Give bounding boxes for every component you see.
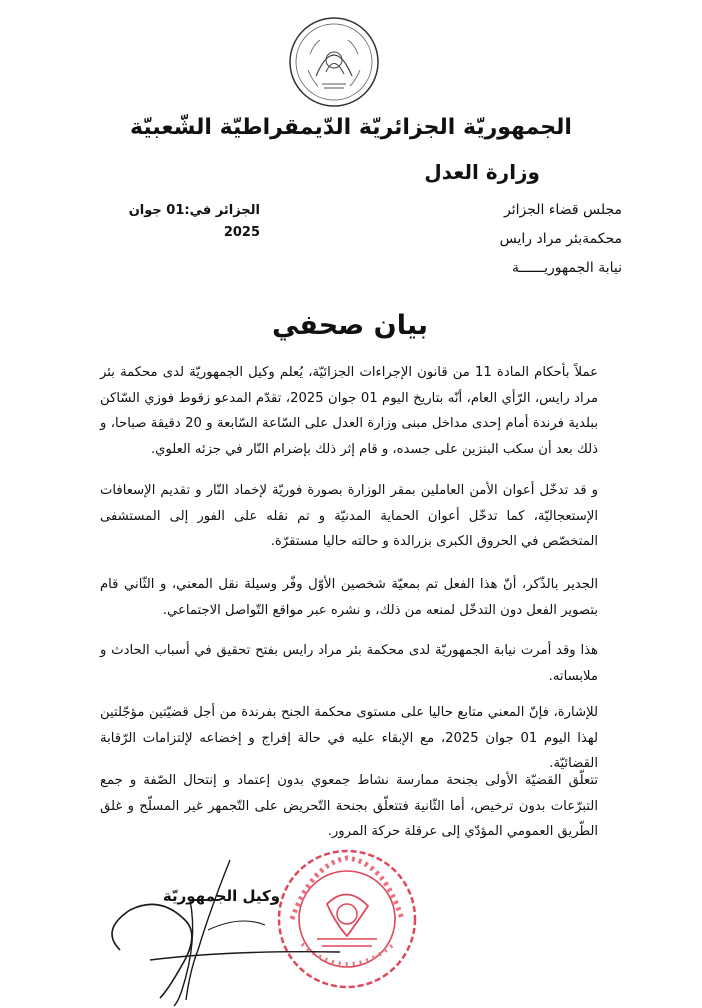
country-name-heading: الجمهوريّة الجزائريّة الدّيمقراطيّة الشّعبيّة (130, 115, 572, 140)
issuing-authority-block (362, 196, 622, 283)
court-line: محكمةبئر مراد رايس (499, 231, 622, 247)
paragraph-1: عملاً بأحكام المادة 11 من قانون الإجراءات الجزائيّة، يُعلم وكيل الجمهوريّة لدى محكمة بئر مراد رايس، الرّأي العام، أنّه بتاريخ اليوم 01 جوان 2025، تقدّم المدعو زقوط فوزي السّاكن ببلدية فرندة أمام إحدى مداخل مبنى وزارة العدل على السّاعة السّابعة و 20 دقيقة صباحا، و ذلك بعد أن سكب البنزين على جسده، و قام إثر ذلك بإضرام النّار في جزئه العلوي. (100, 365, 599, 457)
ministry-heading: وزارة العدل (424, 160, 540, 184)
paragraph-5: للإشارة، فإنّ المعني متابع حاليا على مستوى محكمة الجنح بفرندة من أجل قضيّتين مؤجّلتين لهذا اليوم 01 جوان 2025، مع الإبقاء عليه في حالة إفراج و إخضاعه لإلتزامات الرّقابة القضائيّة. (100, 705, 598, 771)
document-title: بيان صحفي (271, 310, 429, 341)
paragraph-6: تتعلّق القضيّة الأولى بجنحة ممارسة نشاط جمعوي بدون إعتماد و إنتحال الصّفة و جمع التبرّعات بدون ترخيص، أما الثّانية فتتعلّق بجنحة التّحريض على التّجمهر غير المسلّح و غلق الطّريق العمومي المؤدّي إلى عرقلة حركة المرور. (100, 773, 598, 839)
dateline: الجزائر في:01 جوان 2025 (128, 203, 260, 240)
paragraph-4: هذا وقد أمرت نيابة الجمهوريّة لدى محكمة بئر مراد رايس بفتح تحقيق في أسباب الحادث و ملابساته. (100, 643, 598, 684)
signatory-title: وكيل الجمهوريّة (162, 887, 280, 905)
paragraph-3: الجدير بالذّكر، أنّ هذا الفعل تم بمعيّة شخصين الأوّل وفّر وسيلة نقل المعني، و الثّاني قام بتصوير الفعل دون التدخّل لمنعه من ذلك، و نشره عبر مواقع التّواصل الاجتماعي. (100, 577, 598, 618)
handwritten-signature (90, 840, 350, 1008)
paragraph-2: و قد تدخّل أعوان الأمن العاملين بمقر الوزارة بصورة فوريّة لإخماد النّار و تقديم الإسعافات الإستعجاليّة، كما تدخّل أعوان الحماية المدنيّة و تم نقله على الفور إلى المستشفى المتخصّص في الحروق الكبرى بزرالدة و حالته حاليا مستقرّة. (100, 483, 598, 549)
court-council-line: مجلس قضاء الجزائر (503, 202, 622, 218)
prosecution-line: نيابة الجمهوريــــــة (512, 260, 622, 276)
algeria-emblem-icon (286, 14, 382, 110)
